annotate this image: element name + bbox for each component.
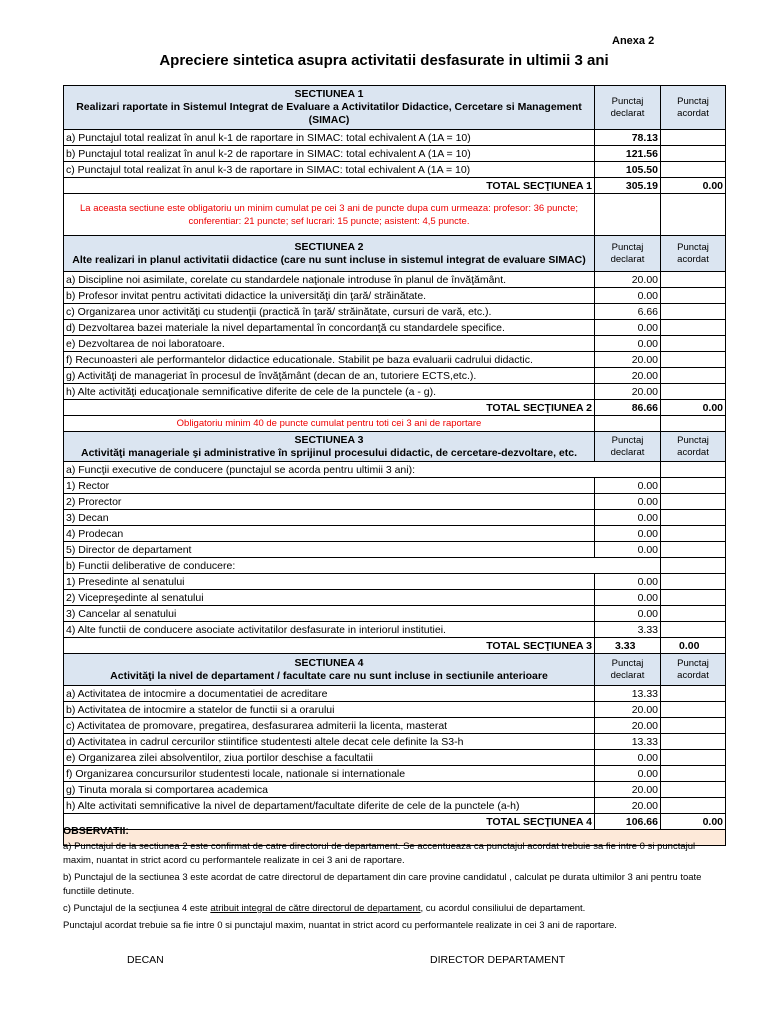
row-declared-value: 0.00 [595,750,661,766]
table-row [64,368,726,384]
signature-department-director: DIRECTOR DEPARTAMENT [430,954,566,966]
section-4-header [64,654,595,686]
row-label: 1) Presedinte al senatului [64,574,595,590]
signature-dean: DECAN [127,954,164,966]
table-row [64,288,726,304]
row-declared-value: 0.00 [595,574,661,590]
section-2-total-awarded: 0.00 [661,400,726,416]
row-awarded-value [661,702,726,718]
row-label: a) Discipline noi asimilate, corelate cu standardele naţionale introduse în planul de învăţământ. [64,272,595,288]
observation-a: a) Punctajul de la sectiunea 2 este confirmat de catre directorul de departament. Se accentueaza ca punctajul acordat trebuie sa fie intre 0 si punctajul maxim, nuantat in strict acord cu performantele realizate in cei 3 ani de raportare. [63,841,696,866]
row-declared-value: 105.50 [595,162,661,178]
row-declared-value: 20.00 [595,782,661,798]
table-row [64,798,726,814]
row-declared-value: 20.00 [595,368,661,384]
row-label: c) Activitatea de promovare, pregatirea, desfasurarea admiterii la licenta, masterat [64,718,595,734]
row-awarded-value [661,718,726,734]
row-label: b) Profesor invitat pentru activitati didactice la universităţi din ţară/ străinătate. [64,288,595,304]
row-awarded-value [661,750,726,766]
section-1-heading: SECTIUNEA 1 [294,88,364,100]
observation-c-start: c) Punctajul de la secţiunea 4 este [63,903,211,914]
col-awarded-header: Punctaj acordat [661,86,726,130]
row-declared-value: 78.13 [595,130,661,146]
row-label: a) Activitatea de intocmire a documentatiei de acreditare [64,686,595,702]
row-label: 2) Prorector [64,494,595,510]
table-row [64,494,726,510]
section-2-header [64,236,595,272]
section-3-subtitle: Activităţi manageriale şi administrative în sprijinul procesului didactic, de cercetare-dezvoltare, etc. [80,446,577,459]
row-awarded-value [661,798,726,814]
section-2-total-declared: 86.66 [595,400,661,416]
table-row [64,622,726,638]
row-label: 3) Decan [64,510,595,526]
row-label: g) Activităţi de manageriat în procesul de învăţământ (decan de an, tutoriere ECTS,etc.). [64,368,595,384]
row-declared-value: 121.56 [595,146,661,162]
row-awarded-value [661,782,726,798]
table-row [64,510,726,526]
section-1-header [64,86,595,130]
table-row [64,162,726,178]
row-awarded-value [661,542,726,558]
table-row [64,574,726,590]
row-declared-value: 0.00 [595,590,661,606]
row-awarded-value [661,288,726,304]
row-awarded-value [661,766,726,782]
table-row [64,718,726,734]
table-row [64,606,726,622]
row-awarded-value [661,734,726,750]
table-row [64,542,726,558]
row-awarded-value [661,574,726,590]
row-label: b) Punctajul total realizat în anul k-2 de raportare in SIMAC: total echivalent A (1A = 10) [64,146,595,162]
row-label: h) Alte activitati semnificative la nivel de departament/facultate diferite de cele de la punctele (a-h) [64,798,595,814]
row-label: h) Alte activităţi educaţionale semnificative diferite de cele de la punctele (a - g). [64,384,595,400]
col-declared-header: Punctaj declarat [595,432,661,462]
table-row [64,750,726,766]
section-3-total-declared: 3.33 [595,638,661,654]
row-declared-value: 0.00 [595,542,661,558]
row-awarded-value [661,622,726,638]
observation-c-end: , cu acordul consiliului de departament. [420,903,586,914]
row-declared-value: 0.00 [595,320,661,336]
row-label: b) Activitatea de intocmire a statelor de functii si a orarului [64,702,595,718]
row-label: c) Organizarea unor activităţi cu studenţii (practică în ţară/ străinătate, cursuri de vară, etc.). [64,304,595,320]
table-row [64,702,726,718]
table-row [64,478,726,494]
section-1-total-declared: 305.19 [595,178,661,194]
row-label: e) Organizarea zilei absolventilor, ziua portilor deschise a facultatii [64,750,595,766]
section-4-total-declared: 106.66 [595,814,661,830]
table-row [64,320,726,336]
table-row [64,304,726,320]
row-label: f) Recunoasteri ale performantelor didactice educationale. Stabilit pe baza evaluarii cadrului didactic. [64,352,595,368]
section-2-subtitle: Alte realizari in planul activitatii didactice (care nu sunt incluse in sistemul integrat de evaluare SIMAC) [72,253,586,266]
table-row [64,336,726,352]
table-row [64,686,726,702]
row-label: d) Dezvoltarea bazei materiale la nivel departamental în concordanţă cu standardele specifice. [64,320,595,336]
row-awarded-value [661,368,726,384]
row-declared-value: 20.00 [595,702,661,718]
row-declared-value: 0.00 [595,478,661,494]
table-row [64,590,726,606]
observations [63,824,713,936]
col-declared-header: Punctaj declarat [595,86,661,130]
row-declared-value: 6.66 [595,304,661,320]
section-4-subtitle: Activităţi la nivel de departament / facultate care nu sunt incluse in sectiunile anterioare [110,669,548,682]
row-declared-value: 0.00 [595,526,661,542]
row-declared-value: 20.00 [595,718,661,734]
section-3-group-a: a) Funcţii executive de conducere (punctajul se acorda pentru ultimii 3 ani): [64,462,661,478]
observation-b: b) Punctajul de la sectiunea 3 este acordat de catre directorul de departament din care provine candidatul , calculat pe durata ultimilor 3 ani pentru toate functiile detinute. [63,872,702,897]
row-declared-value: 20.00 [595,798,661,814]
row-label: 4) Prodecan [64,526,595,542]
row-awarded-value [661,272,726,288]
section-1-total-label: TOTAL SECŢIUNEA 1 [64,178,595,194]
row-awarded-value [661,606,726,622]
section-3-total-awarded: 0.00 [661,638,726,654]
col-awarded-header: Punctaj acordat [661,654,726,686]
table-row [64,526,726,542]
row-label: 5) Director de departament [64,542,595,558]
section-3-header [64,432,595,462]
row-label: c) Punctajul total realizat în anul k-3 de raportare in SIMAC: total echivalent A (1A = 10) [64,162,595,178]
table-row [64,146,726,162]
row-awarded-value [661,590,726,606]
row-label: 2) Vicepreşedinte al senatului [64,590,595,606]
observation-c-underlined: atribuit integral de către directorul de departament [210,903,421,914]
row-awarded-value [661,130,726,146]
table-row [64,384,726,400]
section-4-total-awarded: 0.00 [661,814,726,830]
row-declared-value: 13.33 [595,734,661,750]
observation-d: Punctajul acordat trebuie sa fie intre 0 si punctajul maxim, nuantat in strict acord cu performantele realizate in cei 3 ani de raportare. [63,920,617,931]
section-3-group-b: b) Functii deliberative de conducere: [64,558,661,574]
section-2-total-label: TOTAL SECŢIUNEA 2 [64,400,595,416]
section-3-heading: SECTIUNEA 3 [294,433,364,446]
row-label: d) Activitatea in cadrul cercurilor stiintifice studentesti altele decat cele definite la S3-h [64,734,595,750]
section-4-heading: SECTIUNEA 4 [294,656,364,669]
row-awarded-value [661,384,726,400]
section-2-note: Obligatoriu minim 40 de puncte cumulat pentru toti cei 3 ani de raportare [64,416,595,432]
table-row [64,130,726,146]
row-label: f) Organizarea concursurilor studentesti locale, nationale si internationale [64,766,595,782]
row-declared-value: 0.00 [595,510,661,526]
row-awarded-value [661,478,726,494]
row-declared-value: 3.33 [595,622,661,638]
row-label: 3) Cancelar al senatului [64,606,595,622]
col-declared-header: Punctaj declarat [595,654,661,686]
table-row [64,766,726,782]
row-declared-value: 0.00 [595,288,661,304]
row-awarded-value [661,686,726,702]
row-awarded-value [661,494,726,510]
observations-title: OBSERVATII: [63,825,129,837]
table-row [64,734,726,750]
row-label: e) Dezvoltarea de noi laboratoare. [64,336,595,352]
table-row [64,782,726,798]
evaluation-table [63,85,726,846]
row-awarded-value [661,336,726,352]
section-2-heading: SECTIUNEA 2 [294,240,364,253]
row-label: g) Tinuta morala si comportarea academica [64,782,595,798]
row-declared-value: 0.00 [595,766,661,782]
row-declared-value: 20.00 [595,384,661,400]
row-awarded-value [661,510,726,526]
observation-c [63,902,713,916]
row-label: 4) Alte functii de conducere asociate activitatilor desfasurate in interiorul institutiei. [64,622,595,638]
row-declared-value: 13.33 [595,686,661,702]
section-1-subtitle: Realizari raportate in Sistemul Integrat de Evaluare a Activitatilor Didactice, Cercetare si Management (SIMAC) [76,101,582,126]
annex-label: Anexa 2 [612,35,655,47]
row-declared-value: 0.00 [595,336,661,352]
row-awarded-value [661,304,726,320]
col-awarded-header: Punctaj acordat [661,236,726,272]
section-1-note: La aceasta sectiune este obligatoriu un minim cumulat pe cei 3 ani de puncte dupa cum urmeaza: profesor: 36 puncte; conferentiar: 21 puncte; sef lucrari: 15 puncte; asistent: 4,5 puncte. [64,194,595,236]
row-declared-value: 0.00 [595,494,661,510]
row-declared-value: 20.00 [595,352,661,368]
row-label: a) Punctajul total realizat în anul k-1 de raportare in SIMAC: total echivalent A (1A = 10) [64,130,595,146]
row-awarded-value [661,352,726,368]
page-title: Apreciere sintetica asupra activitatii desfasurate in ultimii 3 ani [159,52,609,69]
row-declared-value: 0.00 [595,606,661,622]
col-awarded-header: Punctaj acordat [661,432,726,462]
table-row [64,352,726,368]
table-row [64,272,726,288]
col-declared-header: Punctaj declarat [595,236,661,272]
section-3-total-label: TOTAL SECŢIUNEA 3 [64,638,595,654]
section-1-total-awarded: 0.00 [661,178,726,194]
row-awarded-value [661,320,726,336]
row-awarded-value [661,526,726,542]
row-declared-value: 20.00 [595,272,661,288]
section-4-total-label: TOTAL SECŢIUNEA 4 [64,814,595,830]
row-label: 1) Rector [64,478,595,494]
row-awarded-value [661,162,726,178]
row-awarded-value [661,146,726,162]
